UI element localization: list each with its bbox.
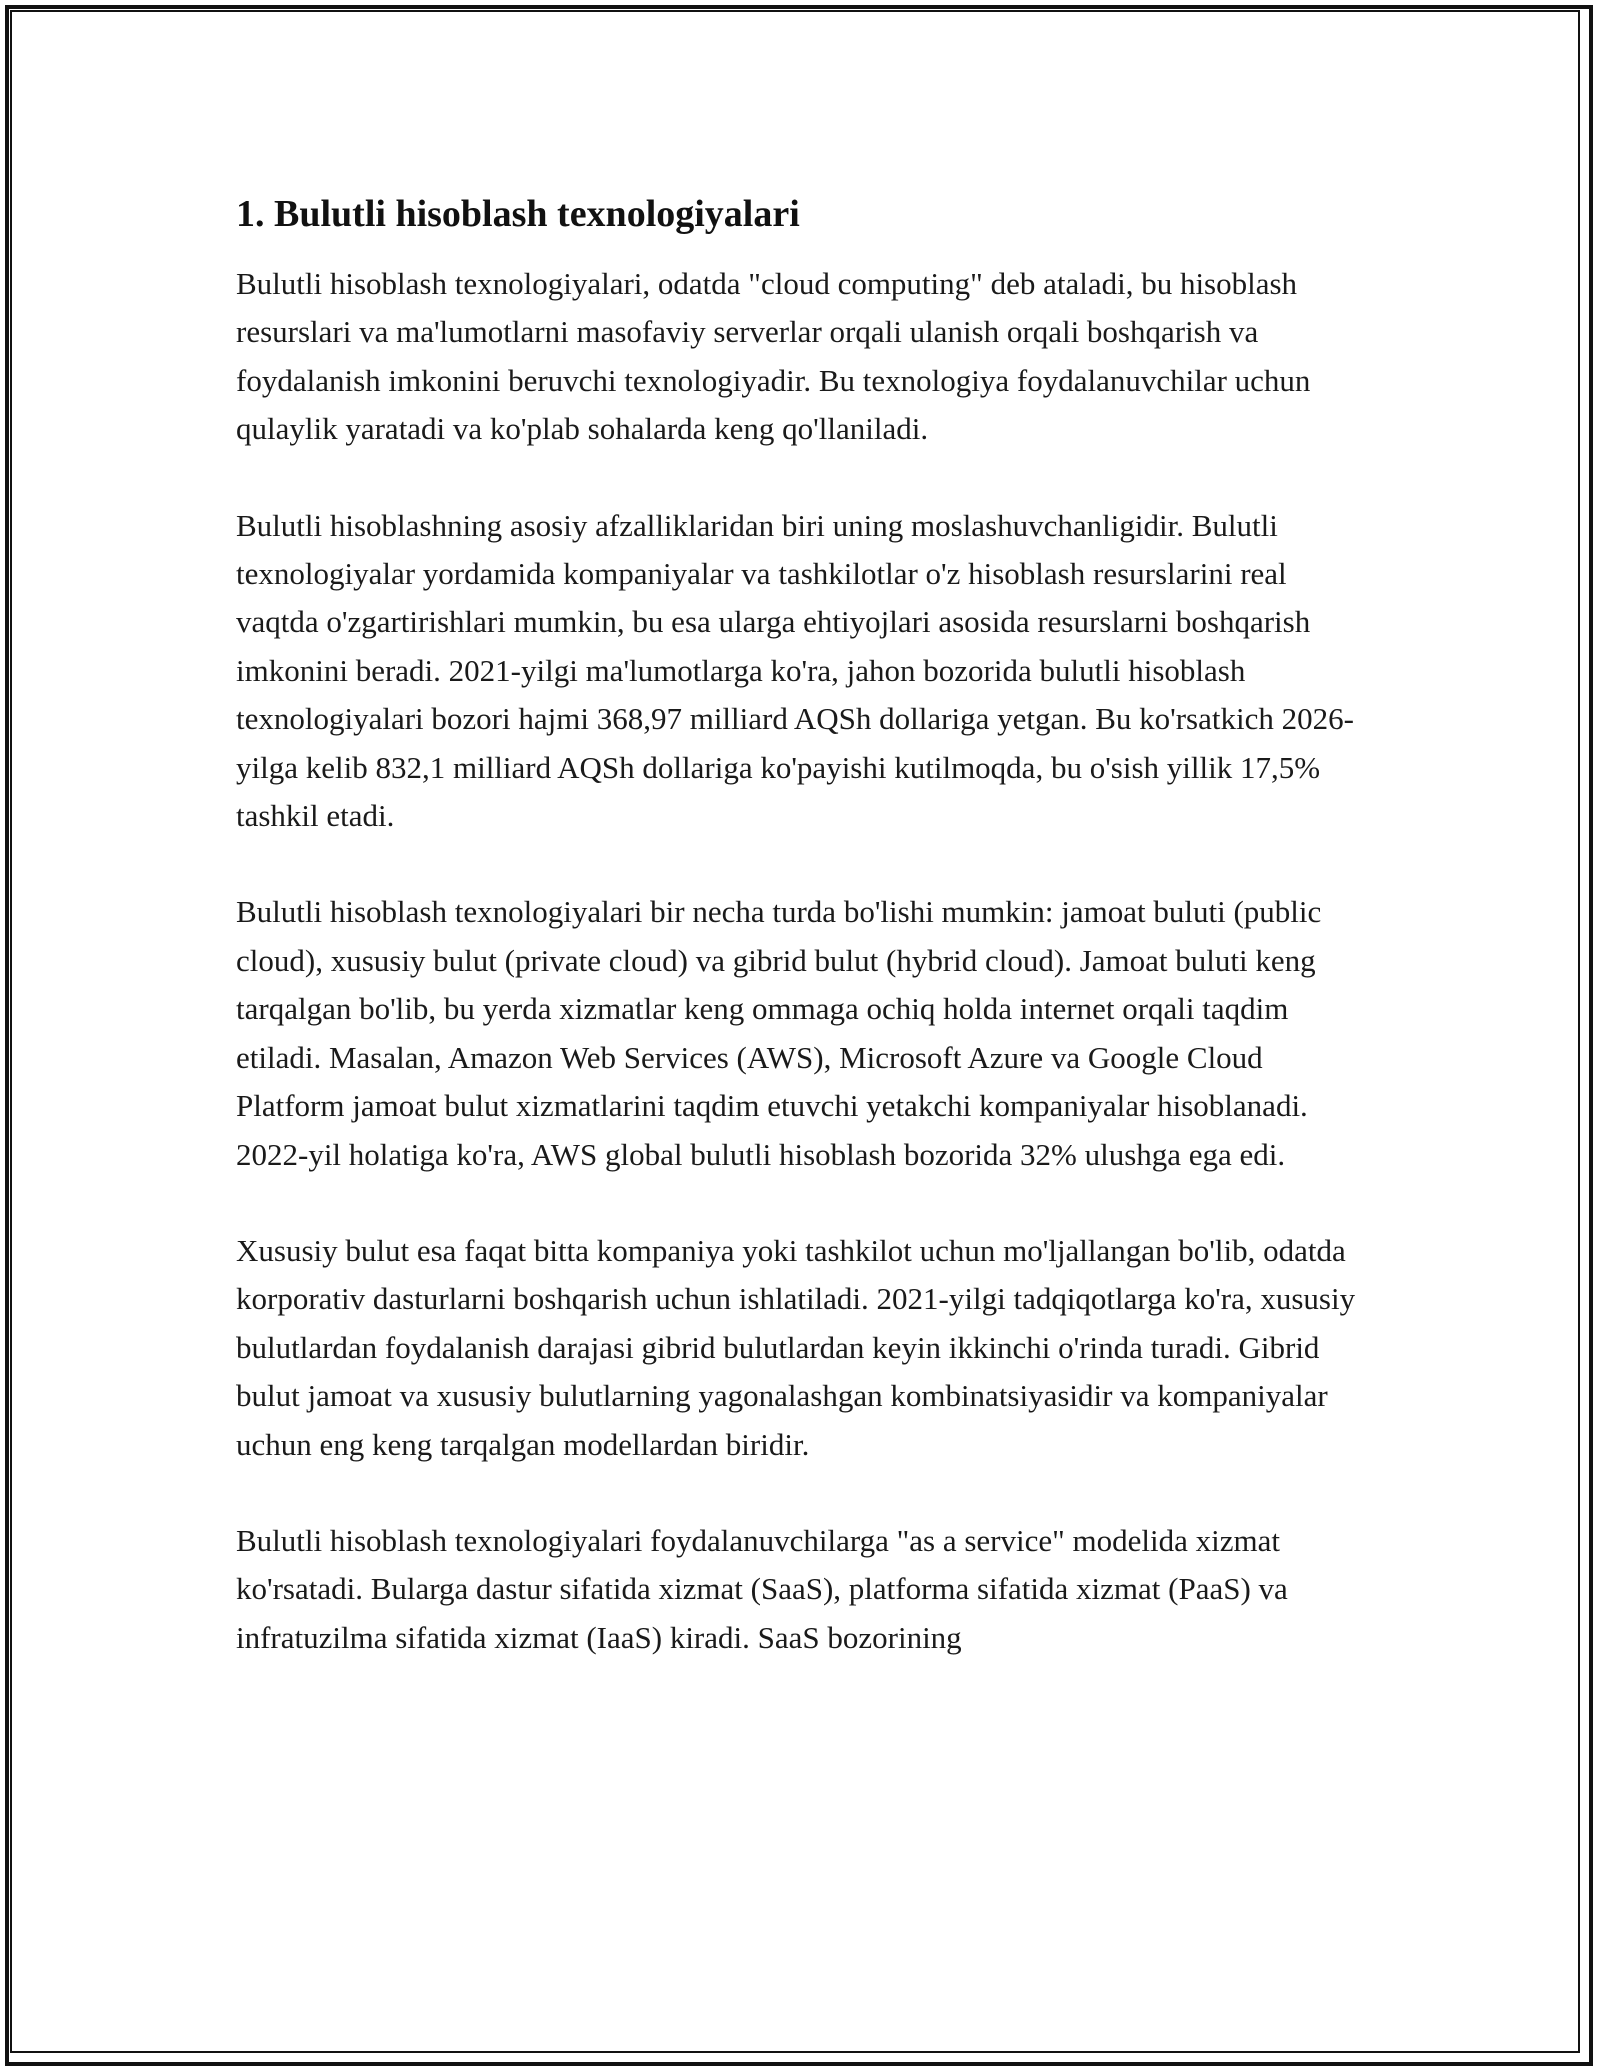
paragraph-private-cloud: Xususiy bulut esa faqat bitta kompaniya yoki tashkilot uchun mo'ljallangan bo'lib, odatda korporativ dasturlarni boshqarish uchun ishlatiladi. 2021-yilgi tadqiqotlarga ko'ra, xususiy bulutlardan foydalanish darajasi gibrid bulutlardan keyin ikkinchi o'rinda turadi. Gibrid bulut jamoat va xususiy bulutlarning yagonalashgan kombinatsiyasidir va kompaniyalar uchun eng keng tarqalgan modellardan biridir. — [236, 1232, 1356, 1462]
paragraph-advantages: Bulutli hisoblashning asosiy afzalliklaridan biri uning moslashuvchanligidir. Bulutli texnologiyalar yordamida kompaniyalar va tashkilotlar o'z hisoblash resurslarini real vaqtda o'zgartirishlari mumkin, bu esa ularga ehtiyojlari asosida resurslarni boshqarish imkonini beradi. 2021-yilgi ma'lumotlarga ko'ra, jahon bozorida bulutli hisoblash texnologiyalari bozori hajmi 368,97 milliard AQSh dollariga yetgan. Bu ko'rsatkich 2026-yilga kelib 832,1 milliard AQSh dollariga ko'payishi kutilmoqda, bu o'sish yillik 17,5% tashkil etadi. — [236, 507, 1354, 834]
paragraph-intro: Bulutli hisoblash texnologiyalari, odatda "cloud computing" deb ataladi, bu hisoblash resurslari va ma'lumotlarni masofaviy serverlar orqali ulanish orqali boshqarish va foydalanish imkonini beruvchi texnologiyadir. Bu texnologiya foydalanuvchilar uchun qulaylik yaratadi va ko'plab sohalarda keng qo'llaniladi. — [236, 266, 1311, 447]
section-heading: 1. Bulutli hisoblash texnologiyalari — [236, 193, 800, 235]
paragraph-cloud-types: Bulutli hisoblash texnologiyalari bir necha turda bo'lishi mumkin: jamoat buluti (public cloud), xususiy bulut (private cloud) va gibrid bulut (hybrid cloud). Jamoat buluti keng tarqalgan bo'lib, bu yerda xizmatlar keng ommaga ochiq holda internet orqali taqdim etiladi. Masalan, Amazon Web Services (AWS), Microsoft Azure va Google Cloud Platform jamoat bulut xizmatlarini taqdim etuvchi yetakchi kompaniyalar hisoblanadi. 2022-yil holatiga ko'ra, AWS global bulutli hisoblash bozorida 32% ulushga ega edi. — [236, 894, 1322, 1172]
paragraph-service-models: Bulutli hisoblash texnologiyalari foydalanuvchilarga "as a service" modelida xizmat ko'rsatadi. Bularga dastur sifatida xizmat (SaaS), platforma sifatida xizmat (PaaS) va infratuzilma sifatida xizmat (IaaS) kiradi. SaaS bozorining — [236, 1522, 1288, 1655]
document-body — [236, 190, 1376, 1662]
